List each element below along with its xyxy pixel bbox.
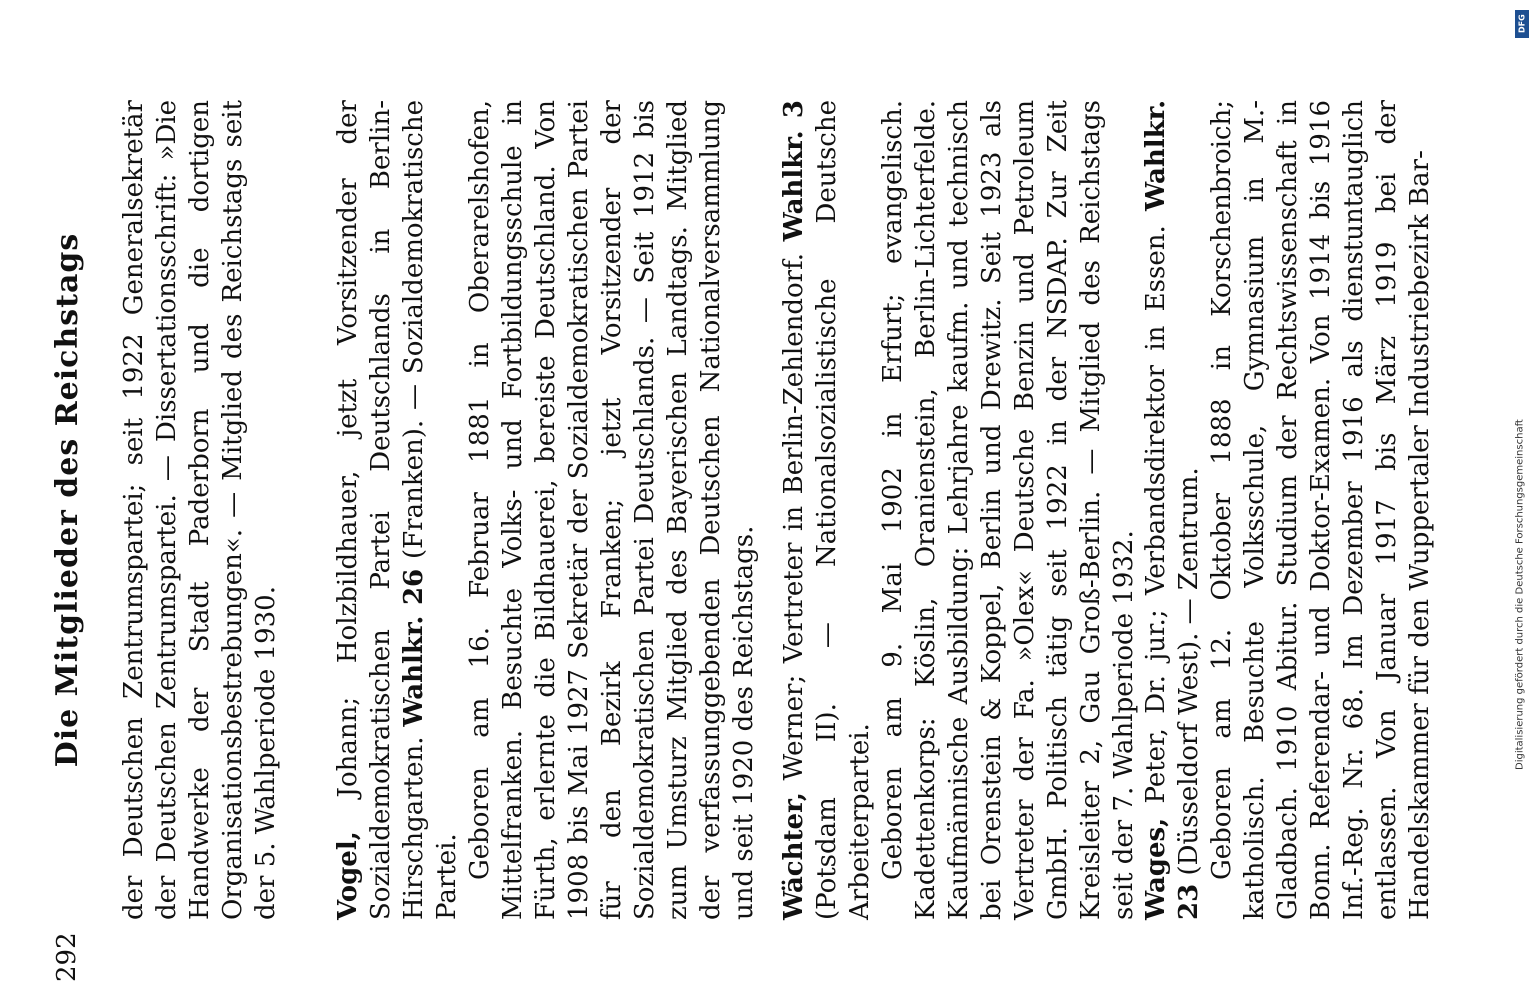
dfg-logo: DFG — [1515, 10, 1529, 38]
entry-vogel-intro: Johann; Holzbildhauer, jetzt Vorsitzender der Sozialdemokratischen Partei Deutschlands in Berlin-Hirschgarten. — [333, 100, 429, 920]
page-number: 292 — [52, 932, 82, 982]
entry-vogel-tail: (Franken). — Sozialdemokratische Partei. — [399, 100, 462, 920]
entry-wages-bio: Geboren am 12. Oktober 1888 in Korschenbroich; katholisch. Besuchte Volksschule, Gymnasium in M.-Gladbach. 1910 Abitur. Studium der Rechtswissenschaft in Bonn. Referendar- und Doktor-Examen. Von 1914 bis 1916 Inf.-Reg. Nr. 68. Im Dezember 1916 als dienstuntauglich entlassen. Von Januar 1917 bis März 1919 bei der Handelskammer für den Wuppertaler Industriebezirk Bar- — [1207, 100, 1435, 920]
entry-wages-constituency: Wahlkr. 23 — [1141, 100, 1204, 920]
digitization-credit: Digitalisierung gefördert durch die Deutsche Forschungsgemeinschaft — [1514, 419, 1526, 770]
entry-wages-intro: Peter, Dr. jur.; Verbandsdirektor in Essen. — [1141, 210, 1171, 818]
entry-waechter-header — [778, 100, 877, 920]
entry-vogel-bio: Geboren am 16. Februar 1881 in Oberarelshofen, Mittelfranken. Besuchte Volks- und Fortbildungsschule in Fürth, erlernte die Bildhauerei, bereiste Deutschland. Von 1908 bis Mai 1927 Sekretär der Sozialdemokratischen Partei für den Bezirk Franken; jetzt Vorsitzender der Sozialdemokratischen Partei Deutschlands. — Seit 1912 bis zum Umsturz Mitglied des Bayerischen Landtags. Mitglied der verfassunggebenden Deutschen Nationalversammlung und seit 1920 des Reichstags. — [465, 100, 759, 920]
entry-waechter-bio: Geboren am 9. Mai 1902 in Erfurt; evangelisch. Kadettenkorps: Köslin, Oranienstein, Berlin-Lichterfelde. Kaufmännische Ausbildung: Lehrjahre kaufm. und technisch bei Orenstein & Koppel, Berlin und Drewitz. Seit 1923 als Vertreter der Fa. »Olex« Deutsche Benzin und Petroleum GmbH. Politisch tätig seit 1922 in der NSDAP. Zur Zeit Kreisleiter 2, Gau Groß-Berlin. — Mitglied des Reichstags seit der 7. Wahlperiode 1932. — [878, 100, 1139, 920]
entry-continuation-text: der Deutschen Zentrumspartei; seit 1922 Generalsekretär der Deutschen Zentrumspartei. — Dissertationsschrift: »Die Handwerke der Stadt Paderborn und die dortigen Organisationsbestrebungen«. — Mitglied des Reichstags seit der 5. Wahlperiode 1930. — [119, 100, 281, 920]
entry-waechter-tail: (Potsdam II). — Nationalsozialistische Deutsche Arbeiterpartei. — [812, 100, 875, 920]
entry-wages-header — [1140, 100, 1206, 920]
entry-vogel — [332, 100, 761, 920]
entry-waechter-intro: Werner; Vertreter in Berlin-Zehlendorf. — [779, 241, 809, 793]
entry-continuation — [118, 100, 283, 920]
entry-vogel-name: Vogel, — [333, 831, 363, 920]
entry-vogel-constituency: Wahlkr. 26 — [399, 568, 429, 727]
entry-waechter-name: Wächter, — [779, 792, 809, 920]
entry-wages — [1140, 100, 1437, 920]
entry-wages-tail: (Düsseldorf West). — Zentrum. — [1174, 467, 1204, 884]
entry-waechter-constituency: Wahlkr. 3 — [779, 100, 809, 242]
entry-wages-name: Wages, — [1141, 817, 1171, 920]
running-head: Die Mitglieder des Reichstags — [50, 232, 85, 768]
entry-vogel-header — [332, 100, 464, 920]
entry-waechter — [778, 100, 1141, 920]
